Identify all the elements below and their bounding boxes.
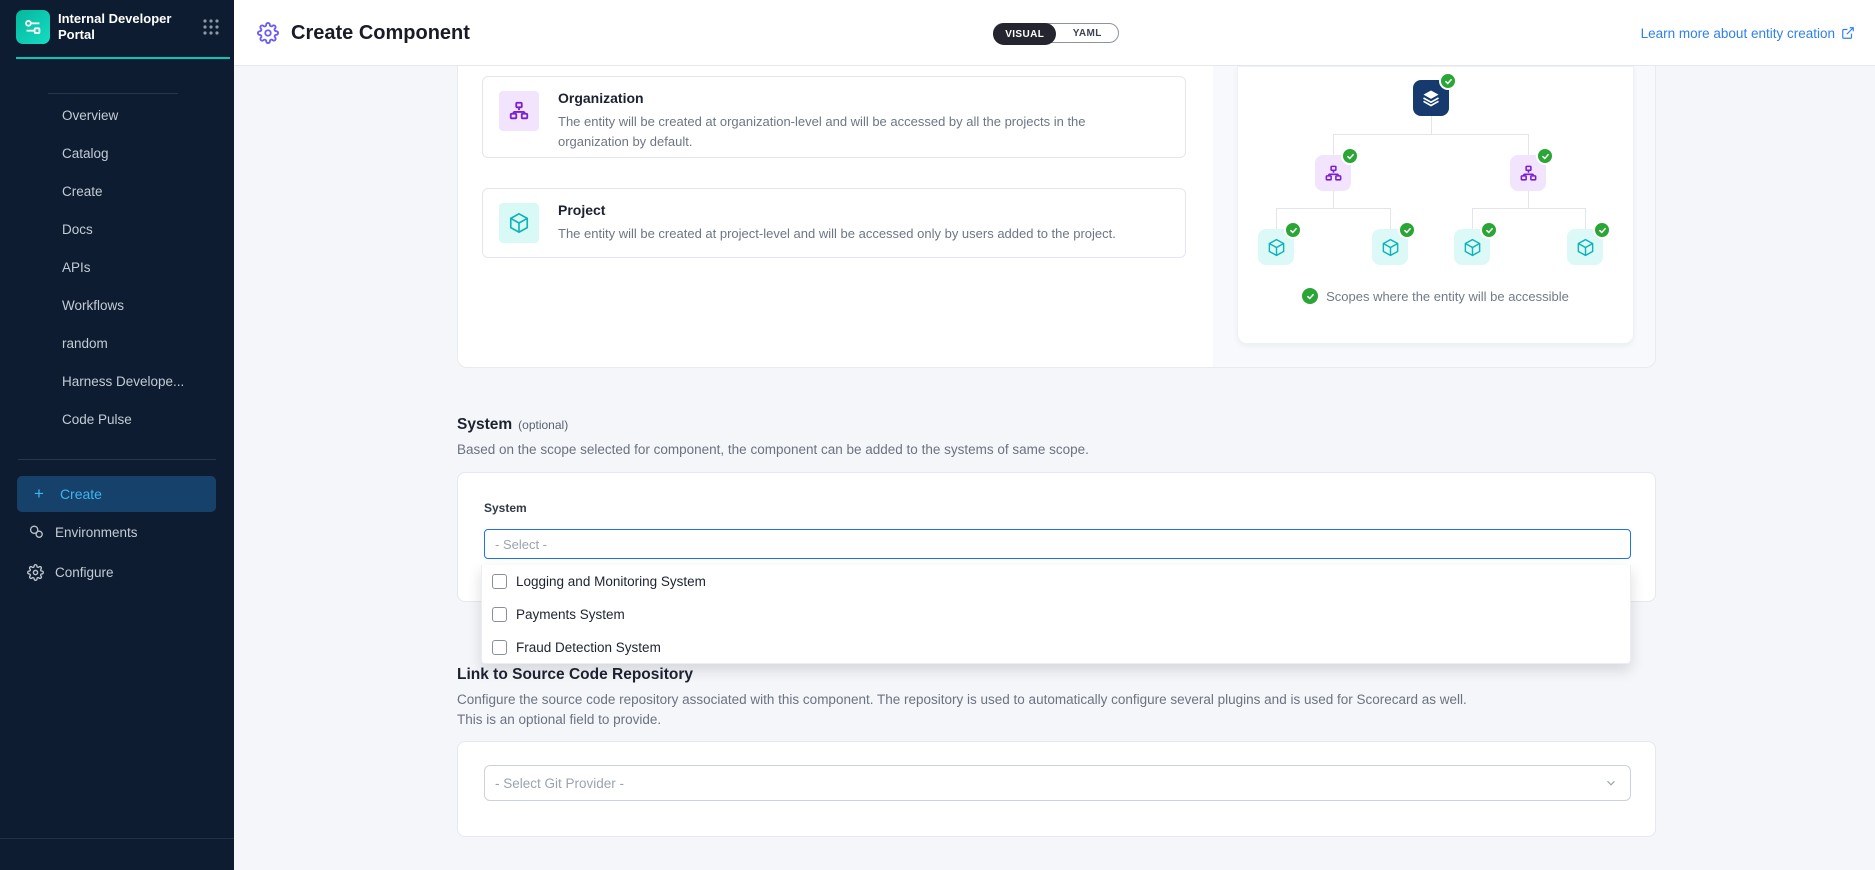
diagram-connector (1333, 134, 1529, 135)
dropdown-option-label: Logging and Monitoring System (516, 574, 706, 589)
portal-title: Internal Developer Portal (58, 11, 172, 42)
sidebar-divider (48, 93, 178, 94)
visual-yaml-toggle[interactable] (993, 23, 1119, 43)
system-select-dropdown (481, 565, 1631, 664)
org-chart-icon (1324, 164, 1343, 183)
scope-option-project[interactable] (482, 188, 1186, 258)
tab-visual[interactable]: VISUAL (993, 23, 1056, 45)
scope-selection-panel (457, 66, 1656, 368)
diagram-connector (1472, 208, 1585, 209)
git-provider-placeholder: - Select Git Provider - (495, 775, 625, 791)
sidebar-nav (0, 97, 234, 439)
account-scope-node (1413, 80, 1449, 116)
cube-icon (1463, 238, 1482, 257)
cube-icon (499, 203, 539, 243)
sidebar-item-create[interactable]: Create (62, 184, 103, 199)
environments-icon (27, 523, 45, 541)
cube-icon (1576, 238, 1595, 257)
sidebar-bottom-divider (0, 838, 234, 839)
gear-icon (27, 564, 45, 581)
page-title: Create Component (291, 21, 470, 44)
sidebar-environments-label: Environments (55, 524, 138, 540)
organization-option-description: The entity will be created at organization-level and will be accessed by all the projects in the organization by default. (558, 114, 1086, 149)
sidebar-item-random[interactable]: random (62, 336, 108, 351)
layers-icon (1421, 88, 1441, 108)
sidebar-item-overview[interactable]: Overview (62, 108, 119, 123)
check-badge-icon (1480, 221, 1498, 239)
sidebar-item-environments[interactable] (0, 516, 234, 548)
checkbox[interactable] (492, 607, 507, 622)
system-heading-text: System (457, 416, 513, 433)
diagram-connector (1528, 134, 1529, 155)
dropdown-option-payments[interactable] (482, 598, 1630, 631)
check-badge-icon (1593, 221, 1611, 239)
project-option-title: Project (558, 202, 606, 218)
diagram-connector (1528, 191, 1529, 208)
check-badge-icon (1536, 147, 1554, 165)
gear-icon (257, 22, 279, 44)
sidebar-item-code-pulse[interactable]: Code Pulse (62, 412, 132, 427)
sidebar-item-harness-developer[interactable]: Harness Develope... (62, 374, 185, 389)
project-scope-node (1454, 229, 1490, 265)
diagram-connector (1333, 191, 1334, 208)
teal-divider (16, 57, 230, 59)
diagram-connector (1472, 208, 1473, 229)
repo-section-description-2: This is an optional field to provide. (457, 712, 662, 727)
sidebar-item-workflows[interactable]: Workflows (62, 298, 125, 313)
optional-tag: (optional) (518, 418, 569, 432)
organization-option-title: Organization (558, 90, 644, 106)
check-badge-icon (1398, 221, 1416, 239)
diagram-connector (1431, 116, 1432, 134)
system-section-heading (457, 416, 568, 434)
plus-icon: + (34, 484, 44, 503)
diagram-connector (1276, 208, 1390, 209)
system-select[interactable] (484, 529, 1631, 559)
org-scope-node (1315, 155, 1351, 191)
dropdown-option-label: Fraud Detection System (516, 640, 661, 655)
system-field-label: System (484, 501, 527, 515)
diagram-connector (1333, 134, 1334, 155)
org-chart-icon (1519, 164, 1538, 183)
project-scope-node (1567, 229, 1603, 265)
git-provider-select[interactable] (484, 765, 1631, 801)
cube-icon (1381, 238, 1400, 257)
check-badge-icon (1439, 72, 1457, 90)
page-header (234, 0, 1875, 66)
project-option-description: The entity will be created at project-level and will be accessed only by users added to the project. (558, 226, 1116, 241)
sidebar-item-create-active[interactable] (17, 476, 216, 512)
tab-yaml[interactable]: YAML (1072, 27, 1102, 39)
portal-logo-row (16, 10, 218, 44)
chevron-down-icon (1604, 776, 1618, 790)
check-badge-icon (1341, 147, 1359, 165)
sidebar-item-apis[interactable]: APIs (62, 260, 91, 275)
diagram-connector (1390, 208, 1391, 229)
diagram-connector (1276, 208, 1277, 229)
diagram-caption (1238, 288, 1633, 304)
checkbox[interactable] (492, 574, 507, 589)
dropdown-option-label: Payments System (516, 607, 625, 622)
portal-logo-icon (16, 10, 50, 44)
external-link-icon (1841, 26, 1855, 40)
diagram-caption-text: Scopes where the entity will be accessible (1326, 288, 1569, 304)
sidebar-item-docs[interactable]: Docs (62, 222, 93, 237)
main-content (234, 66, 1875, 870)
org-scope-node (1510, 155, 1546, 191)
scope-option-organization[interactable] (482, 76, 1186, 158)
sidebar (0, 0, 234, 870)
repo-section-heading: Link to Source Code Repository (457, 666, 693, 683)
git-provider-card (457, 741, 1656, 837)
sidebar-item-catalog[interactable]: Catalog (62, 146, 109, 161)
checkbox[interactable] (492, 640, 507, 655)
scope-diagram-card (1237, 66, 1634, 344)
learn-more-link[interactable] (1641, 0, 1855, 66)
grid-icon[interactable] (202, 18, 220, 41)
project-scope-node (1372, 229, 1408, 265)
project-scope-node (1258, 229, 1294, 265)
check-badge-icon (1284, 221, 1302, 239)
scope-options-area (458, 66, 1213, 368)
check-badge-icon (1302, 288, 1318, 304)
cube-icon (1267, 238, 1286, 257)
sidebar-divider (18, 459, 216, 460)
org-chart-icon (499, 91, 539, 131)
dropdown-option-fraud[interactable] (482, 631, 1630, 664)
sidebar-create-label: Create (59, 486, 102, 502)
diagram-connector (1585, 208, 1586, 229)
sidebar-item-configure[interactable] (0, 556, 234, 588)
learn-more-label: Learn more about entity creation (1640, 25, 1835, 41)
sidebar-configure-label: Configure (55, 564, 114, 580)
repo-section-description-1: Configure the source code repository associated with this component. The repository is used to automatically configure several plugins and is used for Scorecard as well. (457, 692, 1467, 707)
system-select-placeholder: - Select - (495, 536, 548, 552)
dropdown-option-logging[interactable] (482, 565, 1630, 598)
system-section-description: Based on the scope selected for component, the component can be added to the systems of same scope. (457, 442, 1089, 457)
